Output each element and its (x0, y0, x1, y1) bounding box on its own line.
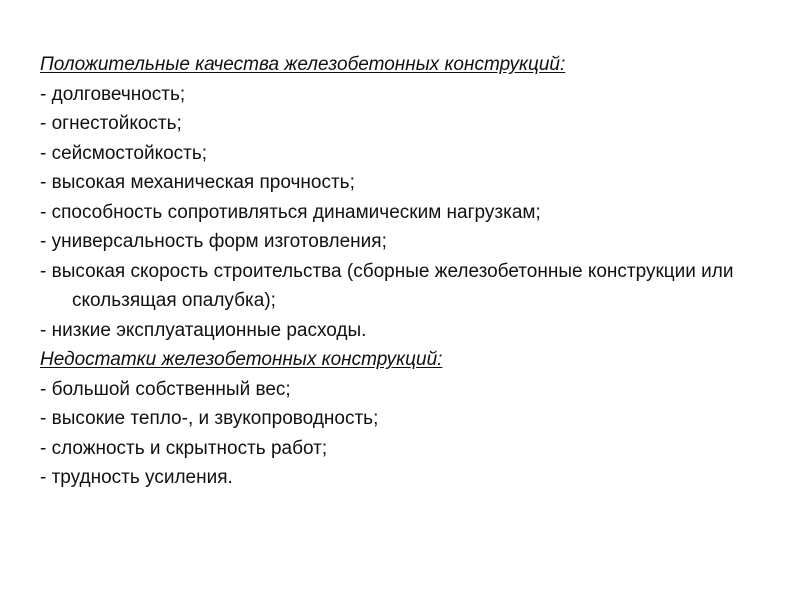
advantage-item-construction-speed: - высокая скорость строительства (сборные железобетонные конструкции или скользящая опалубка); (40, 260, 734, 311)
advantage-item-seismic-resistance: - сейсмостойкость; (40, 142, 208, 164)
disadvantage-item-work-complexity: - сложность и скрытность работ; (40, 437, 328, 459)
advantage-item-durability: - долговечность; (40, 83, 186, 105)
disadvantage-item-reinforcement-difficulty: - трудность усиления. (40, 467, 233, 488)
advantages-heading: Положительные качества железобетонных конструкций: (40, 54, 566, 75)
disadvantage-item-conductivity: - высокие тепло-, и звукопроводность; (40, 408, 379, 429)
advantage-item-mechanical-strength: - высокая механическая прочность; (40, 172, 355, 193)
advantage-item-low-operating-costs: - низкие эксплуатационные расходы. (40, 319, 367, 341)
advantage-item-fire-resistance: - огнестойкость; (40, 113, 182, 134)
advantage-item-dynamic-loads: - способность сопротивляться динамическим нагрузкам; (40, 201, 541, 223)
advantage-item-form-versatility: - универсальность форм изготовления; (40, 231, 387, 252)
disadvantage-item-heavy-weight: - большой собственный вес; (40, 378, 291, 400)
disadvantages-heading: Недостатки железобетонных конструкций: (40, 349, 443, 370)
slide-content (40, 50, 760, 493)
